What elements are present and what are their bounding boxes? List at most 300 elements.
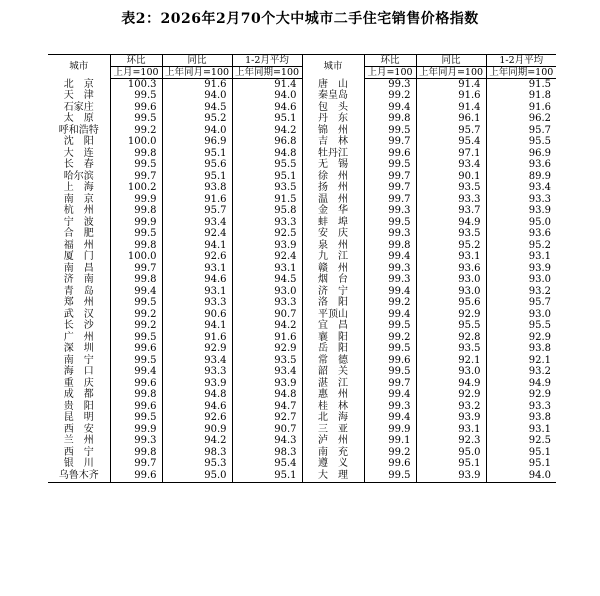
yoy-cell: 97.1 — [416, 148, 486, 160]
mom-cell: 99.6 — [110, 401, 162, 413]
city-cell: 昆 明 — [48, 413, 110, 425]
table-row — [48, 424, 556, 436]
mom-cell: 99.2 — [364, 298, 416, 310]
yoy-cell: 93.5 — [416, 344, 486, 356]
mom-cell: 99.4 — [364, 413, 416, 425]
table-row — [48, 160, 556, 172]
table-row — [48, 263, 556, 275]
avg-cell: 91.6 — [528, 101, 551, 113]
table-row — [48, 367, 556, 379]
city-cell: 呼和浩特 — [48, 125, 110, 137]
yoy-cell: 91.4 — [416, 102, 486, 114]
avg-cell: 95.7 — [528, 297, 551, 309]
city-cell: 大 理 — [302, 470, 364, 482]
avg-cell: 95.8 — [232, 206, 302, 218]
avg-cell: 95.1 — [528, 458, 551, 470]
avg-cell: 93.3 — [232, 298, 302, 310]
table-row — [48, 148, 556, 160]
mom-cell: 99.5 — [110, 413, 162, 425]
yoy-cell: 91.4 — [416, 79, 486, 91]
table-row — [48, 275, 556, 287]
yoy-cell: 95.0 — [162, 470, 232, 482]
yoy-cell: 95.1 — [416, 459, 486, 471]
avg-cell: 95.5 — [528, 136, 551, 148]
mom-cell: 99.6 — [110, 102, 162, 114]
yoy-cell: 96.1 — [416, 114, 486, 126]
mom-cell: 99.4 — [364, 252, 416, 264]
avg-cell: 94.8 — [232, 390, 302, 402]
avg-cell: 95.0 — [528, 216, 551, 228]
yoy-cell: 93.0 — [416, 367, 486, 379]
table-row — [48, 344, 556, 356]
yoy-cell: 92.6 — [162, 252, 232, 264]
mom-cell: 99.3 — [364, 263, 416, 275]
avg-cell: 95.1 — [232, 114, 302, 126]
avg-cell: 92.1 — [528, 354, 551, 366]
mom-cell: 99.3 — [364, 79, 416, 91]
header-yoy-base: 上年同月=100 — [416, 67, 486, 79]
mom-cell: 99.9 — [110, 217, 162, 229]
avg-cell: 94.2 — [232, 125, 302, 137]
mom-cell: 99.4 — [364, 286, 416, 298]
city-cell: 宜 昌 — [302, 321, 364, 333]
yoy-cell: 95.3 — [162, 459, 232, 471]
table-row — [48, 91, 556, 103]
city-cell: 青 岛 — [48, 286, 110, 298]
city-cell: 重 庆 — [48, 378, 110, 390]
city-cell: 赣 州 — [302, 263, 364, 275]
city-cell: 吉 林 — [302, 137, 364, 149]
mom-cell: 99.5 — [364, 470, 416, 482]
mom-cell: 99.7 — [364, 194, 416, 206]
mom-cell: 99.6 — [110, 470, 162, 482]
table-row — [48, 206, 556, 218]
mom-cell: 99.5 — [110, 355, 162, 367]
city-cell: 惠 州 — [302, 390, 364, 402]
yoy-cell: 92.3 — [416, 436, 486, 448]
city-cell: 湛 江 — [302, 378, 364, 390]
table-row — [48, 355, 556, 367]
city-cell: 长 沙 — [48, 321, 110, 333]
mom-cell: 99.8 — [110, 275, 162, 287]
mom-cell: 99.8 — [364, 114, 416, 126]
avg-cell: 91.6 — [232, 332, 302, 344]
yoy-cell: 93.5 — [416, 183, 486, 195]
table-row — [48, 390, 556, 402]
yoy-cell: 92.8 — [416, 332, 486, 344]
table-row — [48, 125, 556, 137]
city-cell: 广 州 — [48, 332, 110, 344]
yoy-cell: 95.0 — [416, 447, 486, 459]
yoy-cell: 94.0 — [162, 91, 232, 103]
city-cell: 天 津 — [48, 91, 110, 103]
header-avg: 1-2月平均 — [486, 55, 556, 67]
avg-cell: 95.2 — [528, 239, 551, 251]
avg-cell: 92.9 — [528, 331, 551, 343]
avg-cell: 93.8 — [528, 343, 551, 355]
mom-cell: 99.2 — [110, 125, 162, 137]
city-cell: 西 安 — [48, 424, 110, 436]
price-index-table — [48, 54, 556, 483]
yoy-cell: 94.5 — [162, 102, 232, 114]
city-cell: 银 川 — [48, 459, 110, 471]
city-cell: 岳 阳 — [302, 344, 364, 356]
avg-cell: 94.2 — [232, 321, 302, 333]
city-cell: 石家庄 — [48, 102, 110, 114]
city-cell: 九 江 — [302, 252, 364, 264]
city-cell: 包 头 — [302, 102, 364, 114]
header-avg-base: 上年同期=100 — [486, 67, 556, 79]
city-cell: 无 锡 — [302, 160, 364, 172]
avg-cell: 94.0 — [232, 91, 302, 103]
mom-cell: 99.5 — [364, 367, 416, 379]
avg-cell: 95.1 — [232, 171, 302, 183]
city-cell: 乌鲁木齐 — [48, 470, 110, 482]
table-row — [48, 102, 556, 114]
table-row — [48, 79, 556, 91]
yoy-cell: 93.3 — [162, 367, 232, 379]
avg-cell: 93.4 — [232, 367, 302, 379]
city-cell: 武 汉 — [48, 309, 110, 321]
avg-cell: 93.3 — [232, 217, 302, 229]
mom-cell: 99.3 — [364, 275, 416, 287]
mom-cell: 100.0 — [110, 252, 162, 264]
avg-cell: 91.8 — [528, 90, 551, 102]
yoy-cell: 95.1 — [162, 148, 232, 160]
avg-cell: 95.1 — [528, 446, 551, 458]
city-cell: 太 原 — [48, 114, 110, 126]
avg-cell: 92.4 — [232, 252, 302, 264]
city-cell: 上 海 — [48, 183, 110, 195]
yoy-cell: 93.6 — [416, 263, 486, 275]
table-row — [48, 321, 556, 333]
table-row — [48, 171, 556, 183]
city-cell: 扬 州 — [302, 183, 364, 195]
yoy-cell: 93.4 — [162, 217, 232, 229]
mom-cell: 99.9 — [110, 424, 162, 436]
yoy-cell: 95.1 — [162, 171, 232, 183]
table-row — [48, 401, 556, 413]
city-cell: 郑 州 — [48, 298, 110, 310]
mom-cell: 99.6 — [110, 378, 162, 390]
mom-cell: 99.4 — [110, 286, 162, 298]
avg-cell: 92.9 — [528, 389, 551, 401]
header-city: 城市 — [302, 55, 364, 79]
mom-cell: 99.1 — [364, 436, 416, 448]
yoy-cell: 93.2 — [416, 401, 486, 413]
mom-cell: 99.7 — [364, 183, 416, 195]
city-cell: 北 京 — [48, 79, 110, 91]
avg-cell: 95.1 — [232, 470, 302, 482]
mom-cell: 99.2 — [110, 321, 162, 333]
yoy-cell: 92.1 — [416, 355, 486, 367]
yoy-cell: 93.9 — [162, 378, 232, 390]
city-cell: 牡丹江 — [302, 148, 364, 160]
mom-cell: 99.7 — [364, 137, 416, 149]
mom-cell: 99.5 — [110, 298, 162, 310]
mom-cell: 99.7 — [110, 263, 162, 275]
avg-cell: 92.7 — [232, 413, 302, 425]
yoy-cell: 93.3 — [416, 194, 486, 206]
avg-cell: 93.6 — [528, 228, 551, 240]
yoy-cell: 92.9 — [416, 309, 486, 321]
mom-cell: 99.8 — [110, 148, 162, 160]
mom-cell: 99.5 — [110, 91, 162, 103]
table-row — [48, 240, 556, 252]
table-row — [48, 378, 556, 390]
avg-cell: 93.9 — [232, 240, 302, 252]
city-cell: 南 宁 — [48, 355, 110, 367]
yoy-cell: 93.1 — [416, 252, 486, 264]
header-mom-base: 上月=100 — [364, 67, 416, 79]
yoy-cell: 91.6 — [162, 79, 232, 91]
table-body — [48, 79, 556, 483]
city-cell: 兰 州 — [48, 436, 110, 448]
yoy-cell: 95.2 — [416, 240, 486, 252]
city-cell: 泉 州 — [302, 240, 364, 252]
city-cell: 济 宁 — [302, 286, 364, 298]
yoy-cell: 92.4 — [162, 229, 232, 241]
avg-cell: 96.8 — [232, 137, 302, 149]
yoy-cell: 93.8 — [162, 183, 232, 195]
avg-cell: 95.7 — [528, 124, 551, 136]
city-cell: 杭 州 — [48, 206, 110, 218]
yoy-cell: 95.6 — [416, 298, 486, 310]
yoy-cell: 93.4 — [416, 160, 486, 172]
mom-cell: 99.8 — [110, 390, 162, 402]
table-row — [48, 447, 556, 459]
avg-cell: 95.5 — [232, 160, 302, 172]
avg-cell: 96.9 — [528, 147, 551, 159]
yoy-cell: 94.9 — [416, 378, 486, 390]
yoy-cell: 93.5 — [416, 229, 486, 241]
avg-cell: 94.9 — [528, 377, 551, 389]
header-mom: 环比 — [364, 55, 416, 67]
mom-cell: 99.3 — [364, 206, 416, 218]
city-cell: 锦 州 — [302, 125, 364, 137]
avg-cell: 93.8 — [528, 412, 551, 424]
mom-cell: 99.6 — [364, 355, 416, 367]
yoy-cell: 95.5 — [416, 321, 486, 333]
header-avg: 1-2月平均 — [232, 55, 302, 67]
city-cell: 北 海 — [302, 413, 364, 425]
avg-cell: 93.2 — [528, 285, 551, 297]
mom-cell: 99.5 — [364, 217, 416, 229]
yoy-cell: 95.7 — [162, 206, 232, 218]
avg-cell: 93.5 — [232, 183, 302, 195]
city-cell: 襄 阳 — [302, 332, 364, 344]
header-yoy-base: 上年同月=100 — [162, 67, 232, 79]
yoy-cell: 94.0 — [162, 125, 232, 137]
city-cell: 桂 林 — [302, 401, 364, 413]
table-row — [48, 298, 556, 310]
avg-cell: 93.2 — [528, 366, 551, 378]
city-cell: 三 亚 — [302, 424, 364, 436]
avg-cell: 91.5 — [528, 78, 551, 90]
city-cell: 大 连 — [48, 148, 110, 160]
city-cell: 丹 东 — [302, 114, 364, 126]
avg-cell: 94.6 — [232, 102, 302, 114]
mom-cell: 99.7 — [364, 378, 416, 390]
city-cell: 韶 关 — [302, 367, 364, 379]
yoy-cell: 90.9 — [162, 424, 232, 436]
avg-cell: 92.5 — [232, 229, 302, 241]
table-row — [48, 286, 556, 298]
yoy-cell: 91.6 — [162, 332, 232, 344]
mom-cell: 100.3 — [110, 79, 162, 91]
yoy-cell: 95.7 — [416, 125, 486, 137]
city-cell: 遵 义 — [302, 459, 364, 471]
yoy-cell: 93.7 — [416, 206, 486, 218]
header-avg-base: 上年同期=100 — [232, 67, 302, 79]
city-cell: 平顶山 — [302, 309, 364, 321]
yoy-cell: 91.6 — [416, 91, 486, 103]
yoy-cell: 93.3 — [162, 298, 232, 310]
avg-cell: 94.8 — [232, 148, 302, 160]
avg-cell: 93.9 — [232, 378, 302, 390]
avg-cell: 96.2 — [528, 113, 551, 125]
mom-cell: 99.7 — [110, 459, 162, 471]
table-row — [48, 137, 556, 149]
yoy-cell: 94.1 — [162, 240, 232, 252]
avg-cell: 93.5 — [232, 355, 302, 367]
mom-cell: 99.8 — [110, 240, 162, 252]
city-cell: 长 春 — [48, 160, 110, 172]
avg-cell: 93.6 — [528, 159, 551, 171]
yoy-cell: 94.8 — [162, 390, 232, 402]
yoy-cell: 90.6 — [162, 309, 232, 321]
yoy-cell: 93.9 — [416, 470, 486, 482]
mom-cell: 99.5 — [364, 125, 416, 137]
mom-cell: 99.4 — [364, 102, 416, 114]
city-cell: 福 州 — [48, 240, 110, 252]
yoy-cell: 94.1 — [162, 321, 232, 333]
city-cell: 金 华 — [302, 206, 364, 218]
avg-cell: 93.1 — [232, 263, 302, 275]
avg-cell: 94.0 — [486, 470, 556, 482]
header-yoy: 同比 — [416, 55, 486, 67]
avg-cell: 90.7 — [232, 424, 302, 436]
city-cell: 常 德 — [302, 355, 364, 367]
mom-cell: 99.8 — [110, 447, 162, 459]
table-row — [48, 252, 556, 264]
mom-cell: 99.4 — [364, 390, 416, 402]
city-cell: 合 肥 — [48, 229, 110, 241]
yoy-cell: 95.2 — [162, 114, 232, 126]
yoy-cell: 93.9 — [416, 413, 486, 425]
table-row — [48, 413, 556, 425]
city-cell: 西 宁 — [48, 447, 110, 459]
city-cell: 贵 阳 — [48, 401, 110, 413]
yoy-cell: 93.0 — [416, 286, 486, 298]
avg-cell: 98.3 — [232, 447, 302, 459]
avg-cell: 93.0 — [528, 274, 551, 286]
mom-cell: 99.8 — [364, 240, 416, 252]
table-row — [48, 470, 556, 482]
mom-cell: 99.7 — [364, 171, 416, 183]
avg-cell: 93.0 — [232, 286, 302, 298]
yoy-cell: 93.1 — [416, 424, 486, 436]
city-cell: 温 州 — [302, 194, 364, 206]
city-cell: 南 昌 — [48, 263, 110, 275]
table-row — [48, 309, 556, 321]
mom-cell: 99.2 — [110, 309, 162, 321]
mom-cell: 99.4 — [364, 309, 416, 321]
header-mom: 环比 — [110, 55, 162, 67]
city-cell: 成 都 — [48, 390, 110, 402]
mom-cell: 99.6 — [364, 459, 416, 471]
avg-cell: 90.7 — [232, 309, 302, 321]
table-title: 表2：2026年2月70个大中城市二手住宅销售价格指数 — [121, 11, 479, 27]
mom-cell: 99.7 — [110, 171, 162, 183]
table-header — [48, 55, 556, 79]
yoy-cell: 91.6 — [162, 194, 232, 206]
avg-cell: 94.7 — [232, 401, 302, 413]
avg-cell: 93.1 — [528, 423, 551, 435]
city-cell: 秦皇岛 — [302, 91, 364, 103]
header-city: 城市 — [48, 55, 110, 79]
city-cell: 安 庆 — [302, 229, 364, 241]
city-cell: 徐 州 — [302, 171, 364, 183]
avg-cell: 94.3 — [232, 436, 302, 448]
yoy-cell: 95.6 — [162, 160, 232, 172]
avg-cell: 94.5 — [232, 275, 302, 287]
avg-cell: 93.9 — [528, 262, 551, 274]
yoy-cell: 96.9 — [162, 137, 232, 149]
avg-cell: 89.9 — [528, 170, 551, 182]
mom-cell: 99.3 — [110, 436, 162, 448]
mom-cell: 99.5 — [110, 160, 162, 172]
table-row — [48, 436, 556, 448]
mom-cell: 99.2 — [364, 91, 416, 103]
city-cell: 南 充 — [302, 447, 364, 459]
avg-cell: 93.3 — [528, 193, 551, 205]
mom-cell: 99.2 — [364, 447, 416, 459]
mom-cell: 99.5 — [110, 332, 162, 344]
city-cell: 沈 阳 — [48, 137, 110, 149]
city-cell: 烟 台 — [302, 275, 364, 287]
yoy-cell: 93.4 — [162, 355, 232, 367]
mom-cell: 99.5 — [364, 160, 416, 172]
yoy-cell: 95.4 — [416, 137, 486, 149]
mom-cell: 99.3 — [364, 401, 416, 413]
mom-cell: 100.2 — [110, 183, 162, 195]
city-cell: 蚌 埠 — [302, 217, 364, 229]
city-cell: 厦 门 — [48, 252, 110, 264]
city-cell: 海 口 — [48, 367, 110, 379]
city-cell: 济 南 — [48, 275, 110, 287]
yoy-cell: 90.1 — [416, 171, 486, 183]
mom-cell: 99.2 — [364, 332, 416, 344]
city-cell: 深 圳 — [48, 344, 110, 356]
mom-cell: 99.6 — [110, 344, 162, 356]
avg-cell: 92.5 — [528, 435, 551, 447]
avg-cell: 95.4 — [232, 459, 302, 471]
mom-cell: 99.6 — [364, 148, 416, 160]
mom-cell: 99.4 — [110, 367, 162, 379]
avg-cell: 93.4 — [528, 182, 551, 194]
city-cell: 唐 山 — [302, 79, 364, 91]
table-row — [48, 183, 556, 195]
table-row — [48, 332, 556, 344]
yoy-cell: 93.1 — [162, 286, 232, 298]
mom-cell: 99.5 — [364, 344, 416, 356]
mom-cell: 99.5 — [110, 229, 162, 241]
avg-cell: 92.9 — [232, 344, 302, 356]
avg-cell: 91.5 — [232, 194, 302, 206]
table-row — [48, 229, 556, 241]
yoy-cell: 92.9 — [416, 390, 486, 402]
